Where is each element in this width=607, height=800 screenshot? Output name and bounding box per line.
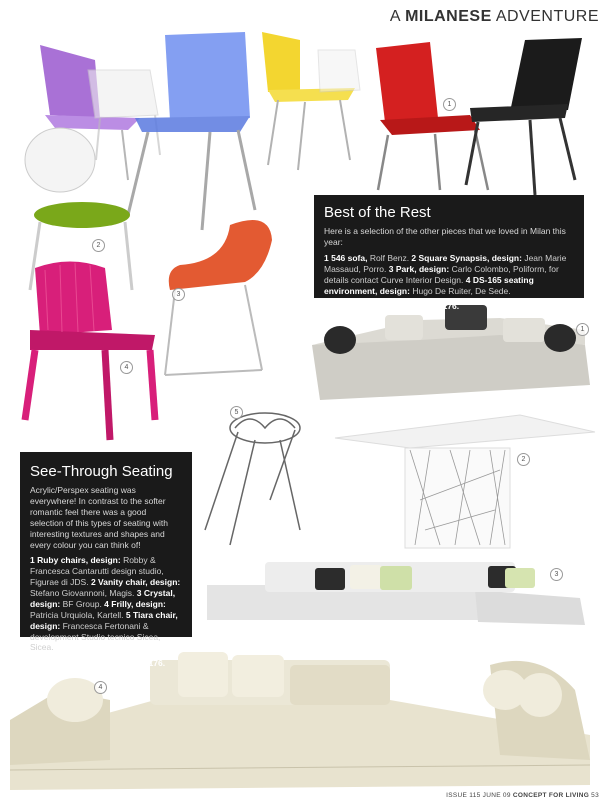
header-light-2: ADVENTURE [491,8,599,25]
footer-brand: CONCEPT FOR LIVING [512,792,590,799]
best-credit-3-bold: 3 Park, design: [388,263,450,274]
header-bold: MILANESE [405,8,492,25]
tiara-chair [205,413,300,545]
marker-sofa-4: 4 [94,681,107,694]
see-intro: Acrylic/Perspex seating was everywhere! In contrast to the softer romantic feel there was a good selection of this types of seating with interesting textures and shapes and every colour you can think of! [30,485,168,550]
page-footer [446,792,599,799]
best-credit-3-text: Carlo Colombo, Poliform, for details contact Curve Interior Design. [324,263,559,285]
frilly-chair [25,262,155,441]
marker-5: 5 [230,406,243,419]
see-credits [30,555,182,653]
synapsis-table [335,415,595,548]
blue-acrylic-chair [128,32,255,230]
see-credit-3-bold: 3 Crystal, design: [30,588,176,609]
best-credit-1-bold: 1 546 sofa, [324,252,368,263]
best-credit-2-text: Jean Marie Massaud, Porro. [324,252,567,274]
best-stockist: For stockist details see page 176. [324,301,460,312]
best-of-rest-panel [314,195,584,312]
park-sofa [312,305,590,400]
marker-table-2: 2 [517,453,530,466]
marker-sofa-1: 1 [576,323,589,336]
see-credit-3-text: BF Group. [60,598,105,609]
marker-3: 3 [172,288,185,301]
see-credit-1-bold: 1 Ruby chairs, design: [30,555,121,566]
best-credit-1-text: Rolf Benz. [367,252,412,263]
best-credit-4-bold: 4 DS-165 seating environment, design: [324,274,534,296]
de-sede-sofa [10,652,590,790]
best-title: Best of the Rest [324,204,431,221]
see-stockist: For stockist details see page 176. [30,658,166,669]
see-credit-5-bold: 5 Tiara chair, design: [30,609,178,631]
see-credit-1-text: Robby & Francesca Cantarutti design studio, Figurae di JDS. [30,555,164,588]
see-through-panel [20,452,192,669]
marker-1: 1 [443,98,456,111]
see-credit-2-text: Stefano Giovannoni, Magis. [30,588,137,599]
best-credits [324,253,574,297]
marker-4: 4 [120,361,133,374]
small-clear-chair [318,50,360,92]
see-credit-4-bold: 4 Frilly, design: [104,598,166,609]
footer-issue: ISSUE 115 [446,792,481,799]
header-light-1: A [389,8,406,25]
see-credit-2-bold: 2 Vanity chair, design: [90,577,181,588]
rolf-benz-sofa [207,562,585,625]
see-credit-4-text: Patricia Urquiola, Kartell. [30,609,126,620]
best-credit-4-text: Hugo De Ruiter, De Sede. [409,285,511,296]
footer-page: 53 [589,792,599,799]
footer-date: JUNE 09 [480,792,513,799]
best-intro: Here is a selection of the other pieces that we loved in Milan this year: [324,226,566,248]
see-credit-5-text: Francesca Fertonani & development Studio tecnico Sicea, Sicea. [30,620,161,653]
marker-2: 2 [92,239,105,252]
best-credit-2-bold: 2 Square Synapsis, design: [411,252,522,263]
marker-sofa-3: 3 [550,568,563,581]
see-title: See-Through Seating [30,463,173,480]
